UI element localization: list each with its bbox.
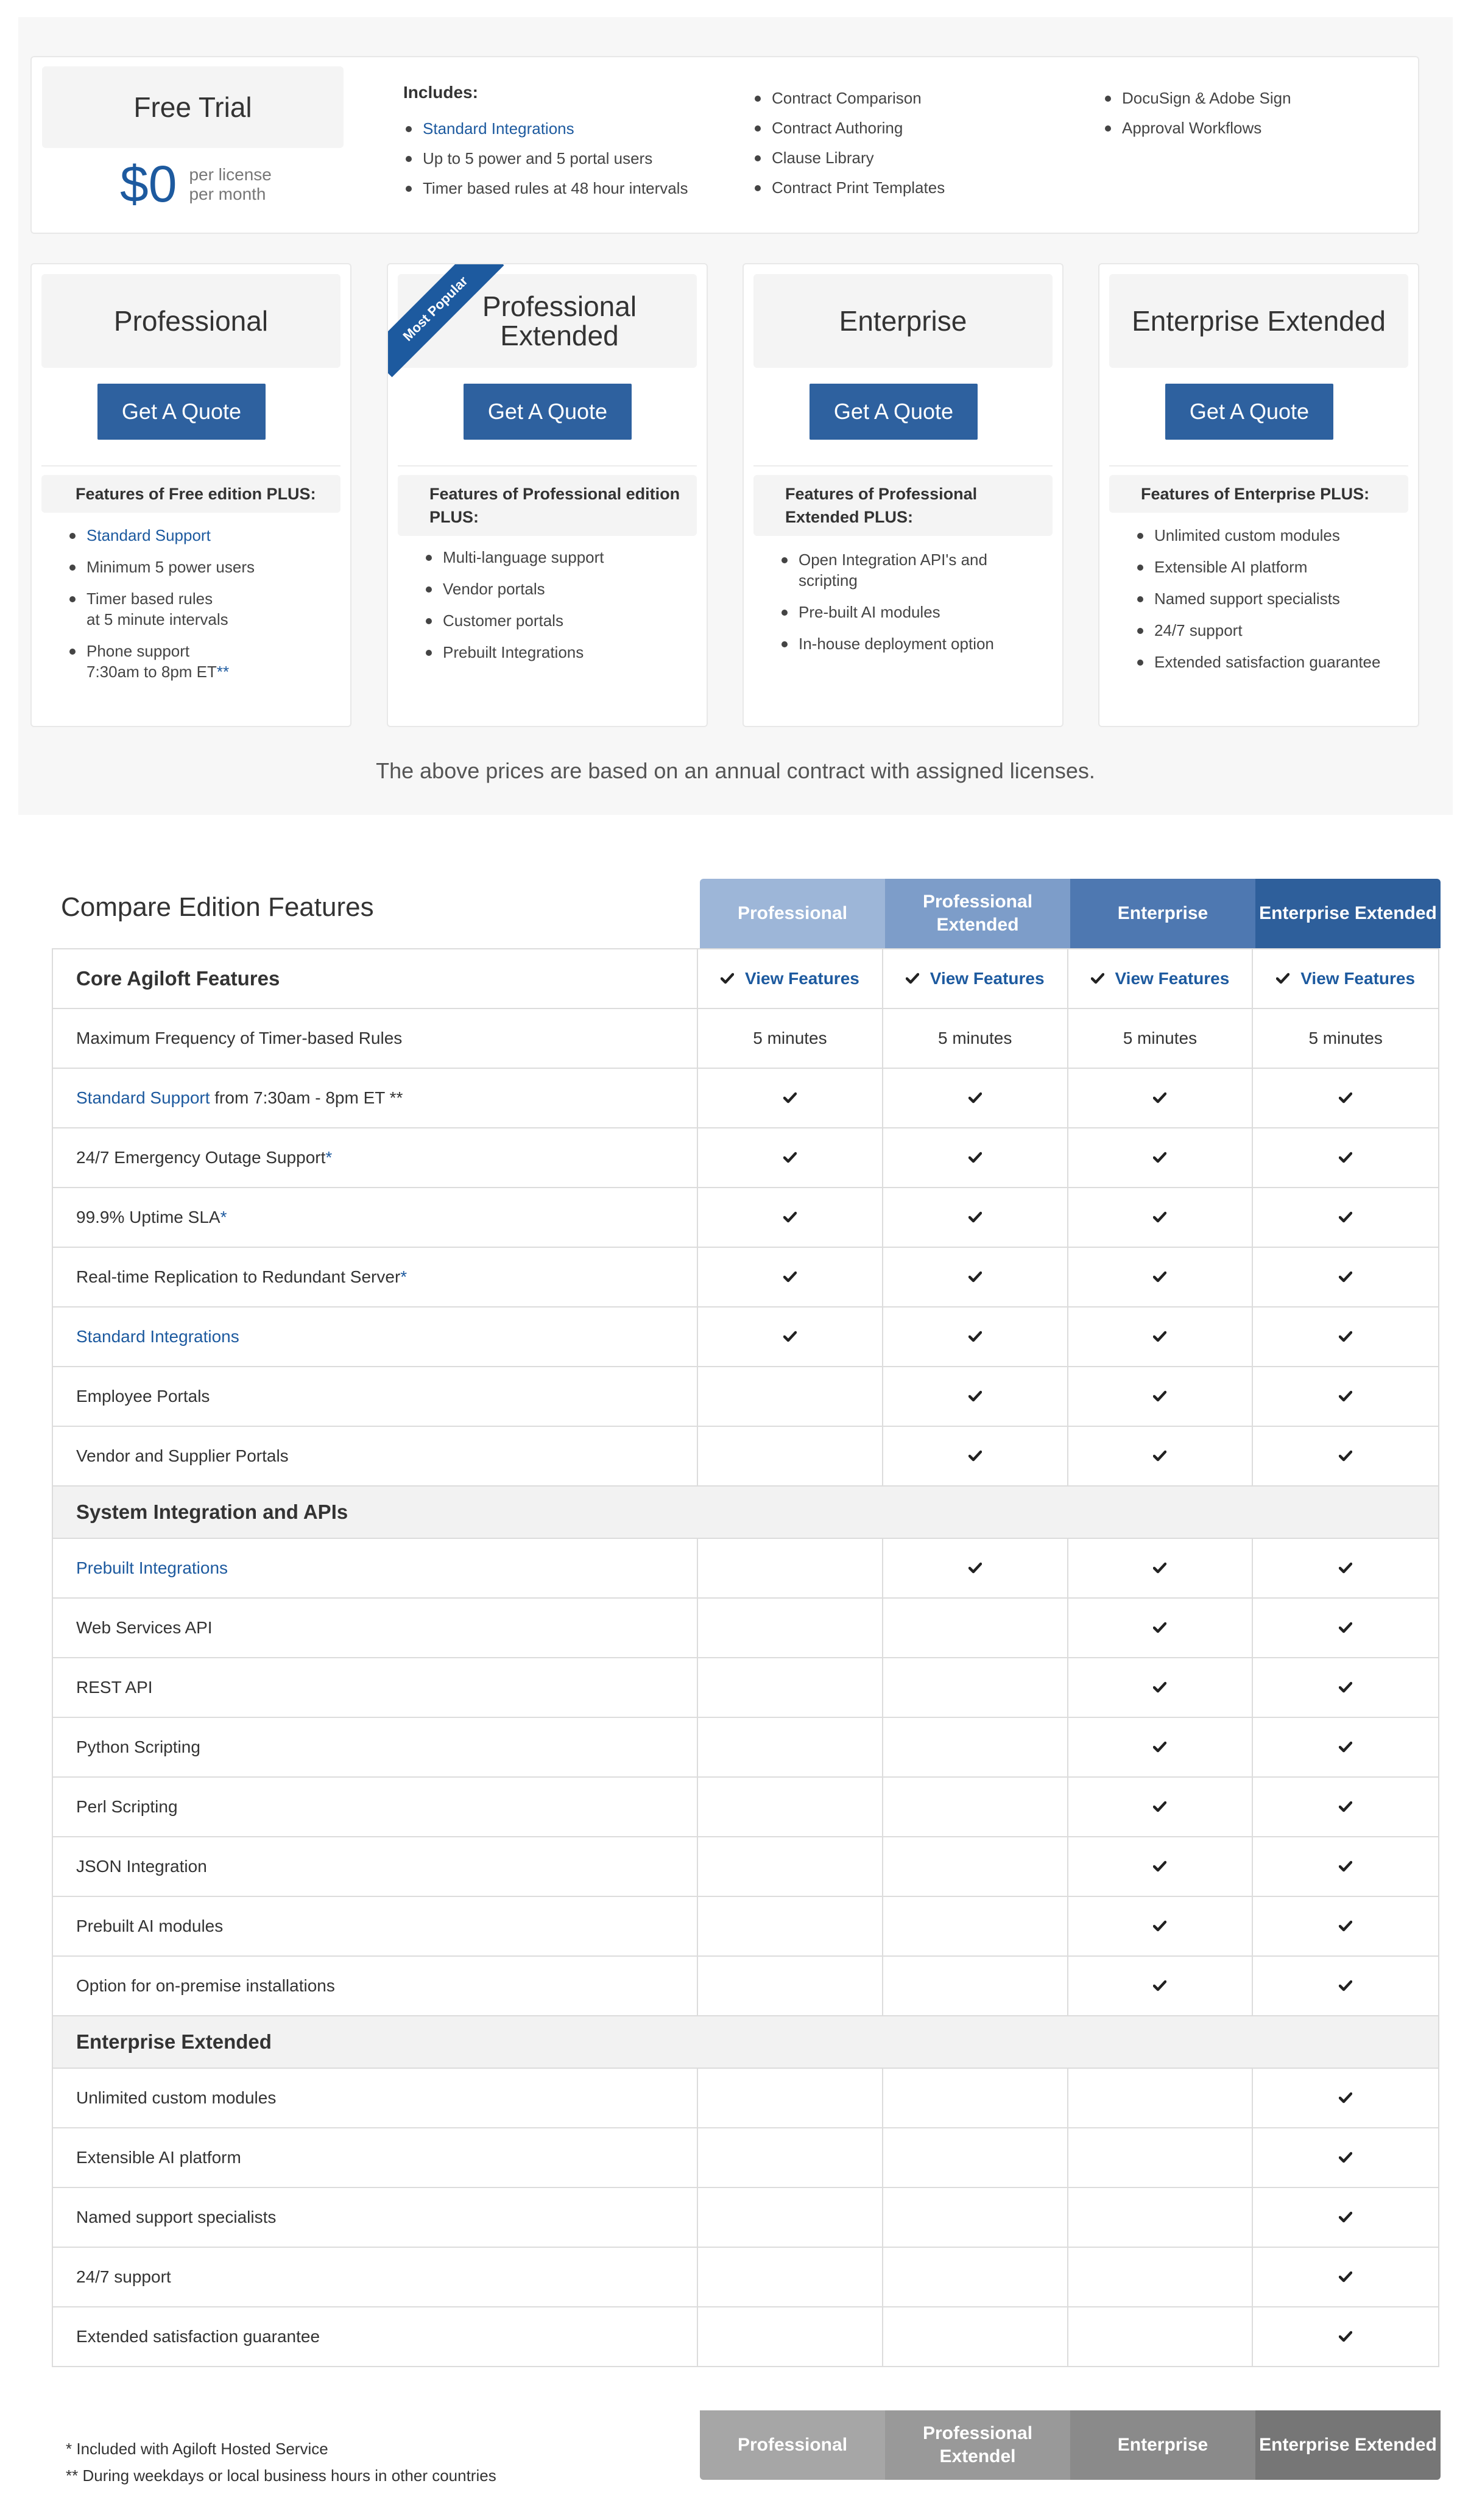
column-header: Enterprise Extended bbox=[1255, 879, 1441, 948]
table-row bbox=[53, 1599, 1438, 1658]
table-row bbox=[53, 1718, 1438, 1778]
list-item: Unlimited custom modules bbox=[1136, 525, 1404, 546]
empty-cell bbox=[698, 1897, 883, 1955]
row-label[interactable]: Standard Support from 7:30am - 8pm ET ** bbox=[53, 1069, 698, 1127]
table-row bbox=[53, 1128, 1438, 1188]
divider bbox=[398, 465, 697, 466]
cell-value: 5 minutes bbox=[883, 1009, 1068, 1068]
empty-cell bbox=[698, 2128, 883, 2187]
empty-cell bbox=[1068, 2248, 1254, 2306]
check-icon bbox=[1068, 1427, 1254, 1485]
check-icon bbox=[1253, 1427, 1438, 1485]
check-icon bbox=[1068, 1188, 1254, 1247]
includes-label: Includes: bbox=[403, 83, 478, 102]
free-trial-card bbox=[30, 56, 1419, 234]
row-label: Extensible AI platform bbox=[53, 2128, 698, 2187]
table-row bbox=[53, 1957, 1438, 2016]
check-icon bbox=[698, 1308, 883, 1366]
list-item: Timer based rules at 5 minute intervals bbox=[68, 588, 336, 630]
check-icon bbox=[1253, 1069, 1438, 1127]
check-icon bbox=[1068, 1128, 1254, 1187]
plan-card-enterprise bbox=[743, 263, 1064, 727]
divider bbox=[41, 465, 340, 466]
view-features-link[interactable]: View Features bbox=[698, 949, 883, 1008]
table-row bbox=[53, 1188, 1438, 1248]
empty-cell bbox=[698, 2248, 883, 2306]
empty-cell bbox=[883, 2188, 1068, 2247]
check-icon bbox=[1068, 1778, 1254, 1836]
plan-title: Professional Extended bbox=[398, 274, 697, 368]
table-row bbox=[53, 1539, 1438, 1599]
list-item: Timer based rules at 48 hour intervals bbox=[404, 178, 688, 199]
table-row bbox=[53, 949, 1438, 1009]
plan-plus-label: Features of Enterprise PLUS: bbox=[1109, 475, 1408, 513]
check-icon bbox=[883, 1427, 1068, 1485]
check-icon bbox=[1068, 1718, 1254, 1776]
check-icon bbox=[883, 1367, 1068, 1426]
list-item: Contract Authoring bbox=[753, 118, 945, 138]
empty-cell bbox=[883, 1778, 1068, 1836]
check-icon bbox=[698, 1128, 883, 1187]
check-icon bbox=[1253, 1957, 1438, 2015]
standard-support-link[interactable]: Standard Support bbox=[68, 525, 336, 546]
standard-integrations-link[interactable]: Standard Integrations bbox=[404, 118, 688, 139]
row-label: Employee Portals bbox=[53, 1367, 698, 1426]
empty-cell bbox=[698, 1599, 883, 1657]
table-row bbox=[53, 1308, 1438, 1367]
price-unit: per license per month bbox=[189, 164, 272, 203]
column-header: Enterprise bbox=[1070, 879, 1255, 948]
table-row bbox=[53, 1009, 1438, 1069]
row-label: 99.9% Uptime SLA * bbox=[53, 1188, 698, 1247]
check-icon bbox=[1253, 1599, 1438, 1657]
check-icon bbox=[1253, 2307, 1438, 2366]
row-label: Core Agiloft Features bbox=[53, 949, 698, 1008]
empty-cell bbox=[883, 1599, 1068, 1657]
check-icon bbox=[1253, 2128, 1438, 2187]
row-label: Real-time Replication to Redundant Server * bbox=[53, 1248, 698, 1306]
column-header: Professional Extended bbox=[885, 879, 1070, 948]
check-icon bbox=[1068, 1837, 1254, 1896]
table-row bbox=[53, 1248, 1438, 1308]
check-icon bbox=[1068, 1308, 1254, 1366]
check-icon bbox=[1068, 1658, 1254, 1717]
empty-cell bbox=[883, 1658, 1068, 1717]
cell-value: 5 minutes bbox=[1068, 1009, 1254, 1068]
plan-card-professional-extended bbox=[387, 263, 708, 727]
empty-cell bbox=[698, 2188, 883, 2247]
empty-cell bbox=[698, 1539, 883, 1597]
free-trial-list-2 bbox=[753, 88, 945, 207]
empty-cell bbox=[698, 2307, 883, 2366]
table-row bbox=[53, 2307, 1438, 2367]
table-row bbox=[53, 1897, 1438, 1957]
row-label: Maximum Frequency of Timer-based Rules bbox=[53, 1009, 698, 1068]
list-item: Customer portals bbox=[425, 610, 693, 631]
row-label: JSON Integration bbox=[53, 1837, 698, 1896]
plan-plus-label: Features of Professional edition PLUS: bbox=[398, 475, 697, 536]
empty-cell bbox=[1068, 2069, 1254, 2127]
check-icon bbox=[1068, 1897, 1254, 1955]
empty-cell bbox=[698, 2069, 883, 2127]
check-icon bbox=[1276, 973, 1289, 985]
plan-title: Enterprise Extended bbox=[1109, 274, 1408, 368]
footnote-hours: ** During weekdays or local business hours in other countries bbox=[66, 2466, 496, 2485]
check-icon bbox=[1253, 2248, 1438, 2306]
divider bbox=[1109, 465, 1408, 466]
divider bbox=[753, 465, 1053, 466]
plan-features bbox=[68, 525, 336, 693]
check-icon bbox=[698, 1248, 883, 1306]
empty-cell bbox=[883, 1897, 1068, 1955]
table-row bbox=[53, 1367, 1438, 1427]
empty-cell bbox=[883, 2128, 1068, 2187]
plan-plus-label: Features of Professional Extended PLUS: bbox=[753, 475, 1053, 536]
check-icon bbox=[1068, 1957, 1254, 2015]
compare-title: Compare Edition Features bbox=[61, 892, 374, 922]
empty-cell bbox=[883, 2069, 1068, 2127]
plan-card-professional bbox=[30, 263, 351, 727]
empty-cell bbox=[883, 1837, 1068, 1896]
plan-features bbox=[780, 549, 1048, 665]
check-icon bbox=[1253, 2188, 1438, 2247]
get-quote-button[interactable]: Get A Quote bbox=[810, 384, 978, 440]
check-icon bbox=[1091, 973, 1104, 985]
compare-table bbox=[52, 948, 1439, 2367]
row-label: Named support specialists bbox=[53, 2188, 698, 2247]
check-icon bbox=[1253, 1658, 1438, 1717]
plan-plus-label: Features of Free edition PLUS: bbox=[41, 475, 340, 513]
free-trial-title: Free Trial bbox=[42, 66, 344, 148]
row-label: REST API bbox=[53, 1658, 698, 1717]
check-icon bbox=[1253, 2069, 1438, 2127]
table-row bbox=[53, 1837, 1438, 1897]
list-item: Up to 5 power and 5 portal users bbox=[404, 148, 688, 169]
empty-cell bbox=[698, 1778, 883, 1836]
row-label: 24/7 Emergency Outage Support * bbox=[53, 1128, 698, 1187]
check-icon bbox=[1068, 1539, 1254, 1597]
plan-card-enterprise-extended bbox=[1098, 263, 1419, 727]
table-row bbox=[53, 1778, 1438, 1837]
check-icon bbox=[1068, 1599, 1254, 1657]
check-icon bbox=[1253, 1778, 1438, 1836]
column-footer: Enterprise Extended bbox=[1255, 2410, 1441, 2480]
check-icon bbox=[883, 1128, 1068, 1187]
table-row bbox=[53, 2248, 1438, 2307]
check-icon bbox=[883, 1069, 1068, 1127]
price-amount: $0 bbox=[120, 155, 177, 213]
check-icon bbox=[1068, 1367, 1254, 1426]
check-icon bbox=[906, 973, 919, 985]
row-label: Enterprise Extended bbox=[76, 2030, 272, 2053]
list-item: Extended satisfaction guarantee bbox=[1136, 652, 1404, 672]
empty-cell bbox=[883, 2307, 1068, 2366]
row-label: Extended satisfaction guarantee bbox=[53, 2307, 698, 2366]
table-row bbox=[53, 1069, 1438, 1128]
plan-title: Enterprise bbox=[753, 274, 1053, 368]
check-icon bbox=[1253, 1128, 1438, 1187]
column-footer: Professional Extendel bbox=[885, 2410, 1070, 2480]
list-item: In-house deployment option bbox=[780, 633, 1048, 654]
list-item: Open Integration API's and scripting bbox=[780, 549, 1048, 591]
row-label: 24/7 support bbox=[53, 2248, 698, 2306]
list-item: Vendor portals bbox=[425, 579, 693, 599]
empty-cell bbox=[1068, 2188, 1254, 2247]
list-item: Contract Print Templates bbox=[753, 177, 945, 198]
table-row bbox=[53, 2069, 1438, 2128]
empty-cell bbox=[883, 2248, 1068, 2306]
row-label[interactable]: Standard Integrations bbox=[53, 1308, 698, 1366]
list-item: Clause Library bbox=[753, 147, 945, 168]
check-icon bbox=[883, 1248, 1068, 1306]
row-label: Option for on-premise installations bbox=[53, 1957, 698, 2015]
check-icon bbox=[883, 1308, 1068, 1366]
plan-features bbox=[425, 547, 693, 674]
view-features-link[interactable]: View Features bbox=[883, 949, 1068, 1008]
table-row bbox=[53, 2128, 1438, 2188]
check-icon bbox=[1253, 1897, 1438, 1955]
table-row bbox=[53, 1658, 1438, 1718]
row-label: Python Scripting bbox=[53, 1718, 698, 1776]
check-icon bbox=[1253, 1367, 1438, 1426]
check-icon bbox=[1253, 1188, 1438, 1247]
list-item: Multi-language support bbox=[425, 547, 693, 568]
check-icon bbox=[698, 1188, 883, 1247]
list-item: Contract Comparison bbox=[753, 88, 945, 108]
check-icon bbox=[1253, 1718, 1438, 1776]
list-item: DocuSign & Adobe Sign bbox=[1104, 88, 1291, 108]
plan-features bbox=[1136, 525, 1404, 683]
pricing-note: The above prices are based on an annual contract with assigned licenses. bbox=[376, 758, 1095, 783]
view-features-link[interactable]: View Features bbox=[1253, 949, 1438, 1008]
check-icon bbox=[1253, 1308, 1438, 1366]
empty-cell bbox=[698, 1658, 883, 1717]
check-icon bbox=[1253, 1837, 1438, 1896]
check-icon bbox=[698, 1069, 883, 1127]
cell-value: 5 minutes bbox=[698, 1009, 883, 1068]
empty-cell bbox=[698, 1718, 883, 1776]
get-quote-button[interactable]: Get A Quote bbox=[464, 384, 632, 440]
free-trial-list-1 bbox=[404, 118, 688, 208]
cell-value: 5 minutes bbox=[1308, 1029, 1383, 1047]
list-item: Named support specialists bbox=[1136, 588, 1404, 609]
check-icon bbox=[1068, 1248, 1254, 1306]
column-footer: Enterprise bbox=[1070, 2410, 1255, 2480]
empty-cell bbox=[698, 1367, 883, 1426]
get-quote-button[interactable]: Get A Quote bbox=[1165, 384, 1333, 440]
table-row bbox=[53, 2188, 1438, 2248]
row-label: Prebuilt AI modules bbox=[53, 1897, 698, 1955]
list-item: Extensible AI platform bbox=[1136, 557, 1404, 577]
empty-cell bbox=[698, 1427, 883, 1485]
empty-cell bbox=[698, 1957, 883, 2015]
list-item: Pre-built AI modules bbox=[780, 602, 1048, 622]
check-icon bbox=[883, 1188, 1068, 1247]
table-row bbox=[53, 1427, 1438, 1487]
list-item: Approval Workflows bbox=[1104, 118, 1291, 138]
check-icon bbox=[883, 1539, 1068, 1597]
section-row bbox=[53, 2016, 1438, 2069]
check-icon bbox=[1253, 1248, 1438, 1306]
most-popular-ribbon: Most Popular bbox=[387, 263, 504, 377]
list-item: Prebuilt Integrations bbox=[425, 642, 693, 663]
row-label: System Integration and APIs bbox=[76, 1501, 348, 1523]
list-item: Phone support 7:30am to 8pm ET** bbox=[68, 641, 336, 682]
column-footer: Professional bbox=[700, 2410, 885, 2480]
row-label[interactable]: Prebuilt Integrations bbox=[53, 1539, 698, 1597]
row-label: Vendor and Supplier Portals bbox=[53, 1427, 698, 1485]
empty-cell bbox=[883, 1718, 1068, 1776]
view-features-link[interactable]: View Features bbox=[1068, 949, 1254, 1008]
get-quote-button[interactable]: Get A Quote bbox=[97, 384, 266, 440]
section-row bbox=[53, 1487, 1438, 1539]
footnote-hosted: * Included with Agiloft Hosted Service bbox=[66, 2440, 328, 2458]
list-item: Minimum 5 power users bbox=[68, 557, 336, 577]
row-label: Unlimited custom modules bbox=[53, 2069, 698, 2127]
plan-title: Professional bbox=[41, 274, 340, 368]
column-header: Professional bbox=[700, 879, 885, 948]
empty-cell bbox=[1068, 2128, 1254, 2187]
empty-cell bbox=[1068, 2307, 1254, 2366]
check-icon bbox=[721, 973, 734, 985]
check-icon bbox=[1253, 1539, 1438, 1597]
list-item: 24/7 support bbox=[1136, 620, 1404, 641]
row-label: Web Services API bbox=[53, 1599, 698, 1657]
empty-cell bbox=[698, 1837, 883, 1896]
empty-cell bbox=[883, 1957, 1068, 2015]
free-trial-list-3 bbox=[1104, 88, 1291, 147]
row-label: Perl Scripting bbox=[53, 1778, 698, 1836]
check-icon bbox=[1068, 1069, 1254, 1127]
free-trial-price bbox=[120, 155, 272, 214]
